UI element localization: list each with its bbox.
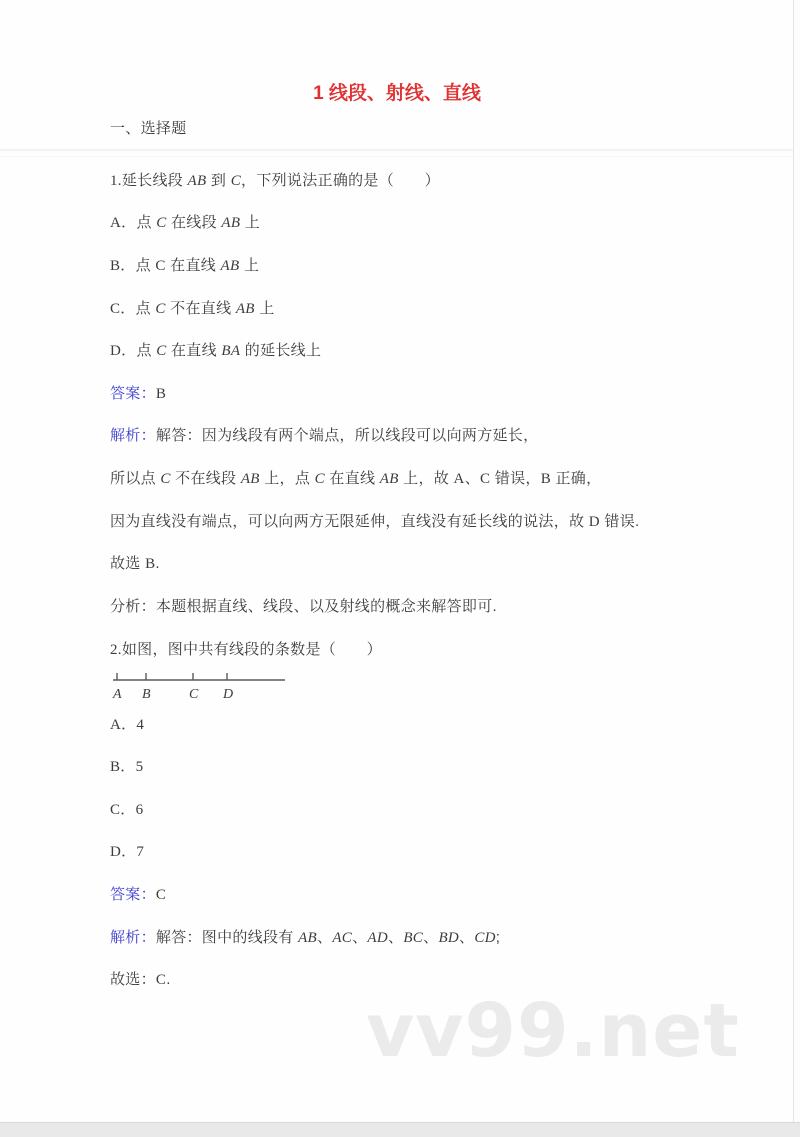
question-1 xyxy=(110,171,440,191)
text-segment: AB xyxy=(235,301,255,317)
separator-line-2 xyxy=(0,156,794,157)
text-segment: 如图，图中共有线段的条数是（ ） xyxy=(121,641,382,658)
text-segment: 所以点 xyxy=(110,470,161,487)
q1-conclusion xyxy=(110,554,160,574)
bottom-scrollbar-track[interactable] xyxy=(0,1122,800,1137)
q2-analysis xyxy=(110,928,500,948)
text-segment: C xyxy=(155,972,167,988)
q2-option-c xyxy=(110,800,143,820)
text-segment: 、 xyxy=(459,929,475,946)
text-segment: AB xyxy=(379,471,399,487)
figure-point-label-D: D xyxy=(223,687,234,702)
text-segment: 点 xyxy=(136,342,157,359)
text-segment: AB xyxy=(298,930,318,946)
text-segment: 上，故 xyxy=(398,470,454,487)
text-segment: . xyxy=(155,555,160,572)
text-segment: C xyxy=(155,301,166,317)
text-segment: 错误， xyxy=(490,470,541,487)
text-segment: B．5 xyxy=(110,759,144,775)
text-segment: 、 xyxy=(388,929,404,946)
text-segment: 上 xyxy=(254,300,275,317)
q2-option-a xyxy=(110,715,144,735)
q1-analysis-2 xyxy=(110,469,601,489)
text-segment: 点 xyxy=(136,214,157,231)
text-segment: AB xyxy=(220,258,240,274)
q1-analysis-3 xyxy=(110,512,639,532)
text-segment: 上 xyxy=(240,214,261,231)
text-segment: BD xyxy=(438,930,460,946)
text-segment: 解答：因为线段有两个端点，所以线段可以向两方延长， xyxy=(155,427,539,444)
text-segment: BC xyxy=(403,930,424,946)
figure-point-label-B: B xyxy=(142,687,151,702)
text-segment: 在直线 xyxy=(165,257,221,274)
text-segment: 、 xyxy=(352,929,368,946)
text-segment: 错误. xyxy=(599,513,640,530)
text-segment: C．6 xyxy=(110,802,144,818)
text-segment: AB xyxy=(187,173,207,189)
answer-label: 解析： xyxy=(110,427,156,444)
text-segment: A xyxy=(453,471,465,487)
q1-option-c xyxy=(110,299,275,319)
text-segment: CD xyxy=(474,930,496,946)
text-segment: BA xyxy=(221,343,241,359)
text-segment: C xyxy=(155,258,166,274)
text-segment: 故选： xyxy=(110,971,156,988)
text-segment: AB xyxy=(221,215,241,231)
text-segment: AB xyxy=(240,471,260,487)
question-2 xyxy=(110,640,382,660)
text-segment: . xyxy=(166,971,171,988)
q2-conclusion xyxy=(110,970,171,990)
text-segment: 不在直线 xyxy=(165,300,236,317)
text-segment: B xyxy=(145,556,156,572)
text-segment: C xyxy=(160,471,171,487)
text-segment: D． xyxy=(110,343,137,359)
answer-label: 答案： xyxy=(110,385,156,402)
text-segment: 延长线段 xyxy=(121,172,188,189)
q2-option-d xyxy=(110,842,144,862)
text-segment: D xyxy=(588,514,600,530)
section-header xyxy=(110,119,187,139)
text-segment: 解答：图中的线段有 xyxy=(155,929,299,946)
text-segment: 因为直线没有端点，可以向两方无限延伸，直线没有延长线的说法，故 xyxy=(110,513,589,530)
text-segment: 的延长线上 xyxy=(240,342,322,359)
text-segment: C xyxy=(230,173,242,189)
text-segment: 在线段 xyxy=(166,214,222,231)
text-segment: 1. xyxy=(110,173,122,189)
q2-option-b xyxy=(110,757,143,777)
q1-option-d xyxy=(110,341,321,361)
q1-option-b xyxy=(110,256,259,276)
text-segment: 、 xyxy=(317,929,333,946)
text-segment: B． xyxy=(110,258,136,274)
text-segment: B xyxy=(540,471,551,487)
text-segment: A． xyxy=(110,215,137,231)
text-segment: 2. xyxy=(110,642,122,658)
q1-option-a xyxy=(110,213,260,233)
text-segment: 点 xyxy=(135,300,156,317)
separator-line xyxy=(0,149,794,151)
text-segment: 点 xyxy=(135,257,156,274)
text-segment: C． xyxy=(110,301,136,317)
text-segment: 在直线 xyxy=(324,470,380,487)
answer-label: 答案： xyxy=(110,886,156,903)
text-segment: AC xyxy=(332,930,353,946)
text-segment: 上，点 xyxy=(259,470,315,487)
text-segment: 正确， xyxy=(551,470,602,487)
text-segment: C xyxy=(480,471,491,487)
q2-answer xyxy=(110,885,166,905)
text-segment: 不在线段 xyxy=(170,470,241,487)
page-right-gap xyxy=(794,0,800,1122)
text-segment: 、 xyxy=(423,929,439,946)
text-segment: 一、选择题 xyxy=(110,120,187,137)
text-segment: 故选 xyxy=(110,555,146,572)
text-segment: C xyxy=(314,471,325,487)
text-segment: ，下列说法正确的是（ ） xyxy=(241,172,440,189)
text-segment: B xyxy=(155,386,167,402)
q1-note xyxy=(110,597,497,617)
text-segment: C xyxy=(156,343,167,359)
text-segment: 到 xyxy=(206,172,231,189)
text-segment: C xyxy=(155,887,167,903)
figure-point-label-C: C xyxy=(189,687,199,702)
text-segment: 分析：本题根据直线、线段、以及射线的概念来解答即可. xyxy=(110,598,497,615)
q1-answer xyxy=(110,384,166,404)
text-segment: AD xyxy=(367,930,389,946)
text-segment: 在直线 xyxy=(166,342,222,359)
text-segment: D．7 xyxy=(110,844,145,860)
text-segment: ; xyxy=(495,929,501,946)
q1-analysis-1 xyxy=(110,426,538,446)
answer-label: 解析： xyxy=(110,929,156,946)
text-segment: C xyxy=(156,215,167,231)
number-line-figure xyxy=(0,664,330,704)
figure-point-label-A: A xyxy=(113,687,122,702)
text-segment: 上 xyxy=(239,257,260,274)
text-segment: A．4 xyxy=(110,717,145,733)
page-title: 1 线段、射线、直线 xyxy=(313,83,481,104)
watermark: vv99.net xyxy=(366,988,740,1074)
text-segment: 、 xyxy=(464,470,480,487)
